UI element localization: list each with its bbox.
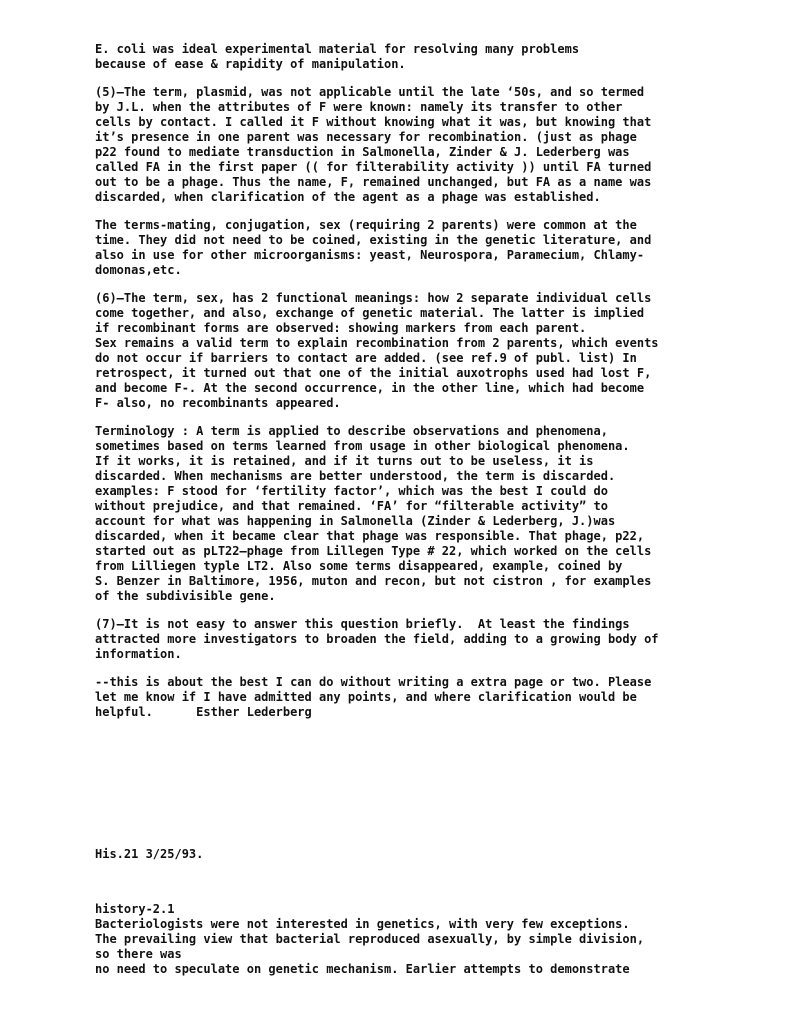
- terms-mating-line: time. They did not need to be coined, existing in the genetic literature, and: [95, 233, 652, 247]
- closing-line: helpful. Esther Lederberg: [95, 705, 312, 719]
- terminology-line: Terminology : A term is applied to describe observations and phenomena,: [95, 424, 608, 438]
- history-line: so there was: [95, 947, 182, 961]
- terminology-line: examples: F stood for ‘fertility factor’, which was the best I could do: [95, 484, 608, 498]
- date-line: His.21 3/25/93.: [95, 847, 204, 861]
- terminology-line: sometimes based on terms learned from usage in other biological phenomena.: [95, 439, 630, 453]
- terminology-line: discarded. When mechanisms are better understood, the term is discarded.: [95, 469, 616, 483]
- closing-line: let me know if I have admitted any points, and where clarification would be: [95, 690, 637, 704]
- terminology-line: without prejudice, and that remained. ‘FA’ for “filterable activity” to: [95, 499, 608, 513]
- point6-line: F- also, no recombinants appeared.: [95, 396, 341, 410]
- point6-line: retrospect, it turned out that one of the initial auxotrophs used had lost F,: [95, 366, 652, 380]
- point6-line: if recombinant forms are observed: showing markers from each parent.: [95, 321, 587, 335]
- point6-line: do not occur if barriers to contact are added. (see ref.9 of publ. list) In: [95, 351, 637, 365]
- terminology-line: started out as pLT22—phage from Lillegen Type # 22, which worked on the cells: [95, 544, 652, 558]
- terminology-line: If it works, it is retained, and if it turns out to be useless, it is: [95, 454, 594, 468]
- point7-line: (7)—It is not easy to answer this question briefly. At least the findings: [95, 617, 630, 631]
- point5-line: discarded, when clarification of the agent as a phage was established.: [95, 190, 601, 204]
- terms-mating-line: also in use for other microorganisms: yeast, Neurospora, Paramecium, Chlamy-: [95, 248, 645, 262]
- intro-line: because of ease & rapidity of manipulation.: [95, 57, 406, 71]
- point5-line: called FA in the first paper (( for filterability activity )) until FA turned: [95, 160, 652, 174]
- point5-line: by J.L. when the attributes of F were known: namely its transfer to other: [95, 100, 623, 114]
- point7-line: information.: [95, 647, 182, 661]
- terminology-line: of the subdivisible gene.: [95, 589, 276, 603]
- terminology-line: from Lilliegen typle LT2. Also some terms disappeared, example, coined by: [95, 559, 623, 573]
- point6-line: Sex remains a valid term to explain recombination from 2 parents, which events: [95, 336, 659, 350]
- history-line: The prevailing view that bacterial reproduced asexually, by simple division,: [95, 932, 645, 946]
- terms-mating-line: domonas,etc.: [95, 263, 182, 277]
- terminology-line: account for what was happening in Salmonella (Zinder & Lederberg, J.)was: [95, 514, 616, 528]
- point6-line: (6)—The term, sex, has 2 functional meanings: how 2 separate individual cells: [95, 291, 652, 305]
- point5-line: it’s presence in one parent was necessary for recombination. (just as phage: [95, 130, 637, 144]
- intro-line: E. coli was ideal experimental material for resolving many problems: [95, 42, 580, 56]
- terms-mating-line: The terms-mating, conjugation, sex (requiring 2 parents) were common at the: [95, 218, 637, 232]
- terminology-line: discarded, when it became clear that phage was responsible. That phage, p22,: [95, 529, 645, 543]
- closing-line: --this is about the best I can do without writing a extra page or two. Please: [95, 675, 652, 689]
- point5-line: (5)—The term, plasmid, was not applicable until the late ‘50s, and so termed: [95, 85, 645, 99]
- point6-line: come together, and also, exchange of genetic material. The latter is implied: [95, 306, 645, 320]
- point5-line: out to be a phage. Thus the name, F, remained unchanged, but FA as a name was: [95, 175, 652, 189]
- history-line: no need to speculate on genetic mechanism. Earlier attempts to demonstrate: [95, 962, 630, 976]
- point6-line: and become F-. At the second occurrence, in the other line, which had become: [95, 381, 645, 395]
- point5-line: cells by contact. I called it F without knowing what it was, but knowing that: [95, 115, 652, 129]
- history-line: Bacteriologists were not interested in genetics, with very few exceptions.: [95, 917, 630, 931]
- point7-line: attracted more investigators to broaden the field, adding to a growing body of: [95, 632, 659, 646]
- terminology-line: S. Benzer in Baltimore, 1956, muton and recon, but not cistron , for examples: [95, 574, 652, 588]
- history-heading: history-2.1: [95, 902, 175, 916]
- point5-line: p22 found to mediate transduction in Salmonella, Zinder & J. Lederberg was: [95, 145, 630, 159]
